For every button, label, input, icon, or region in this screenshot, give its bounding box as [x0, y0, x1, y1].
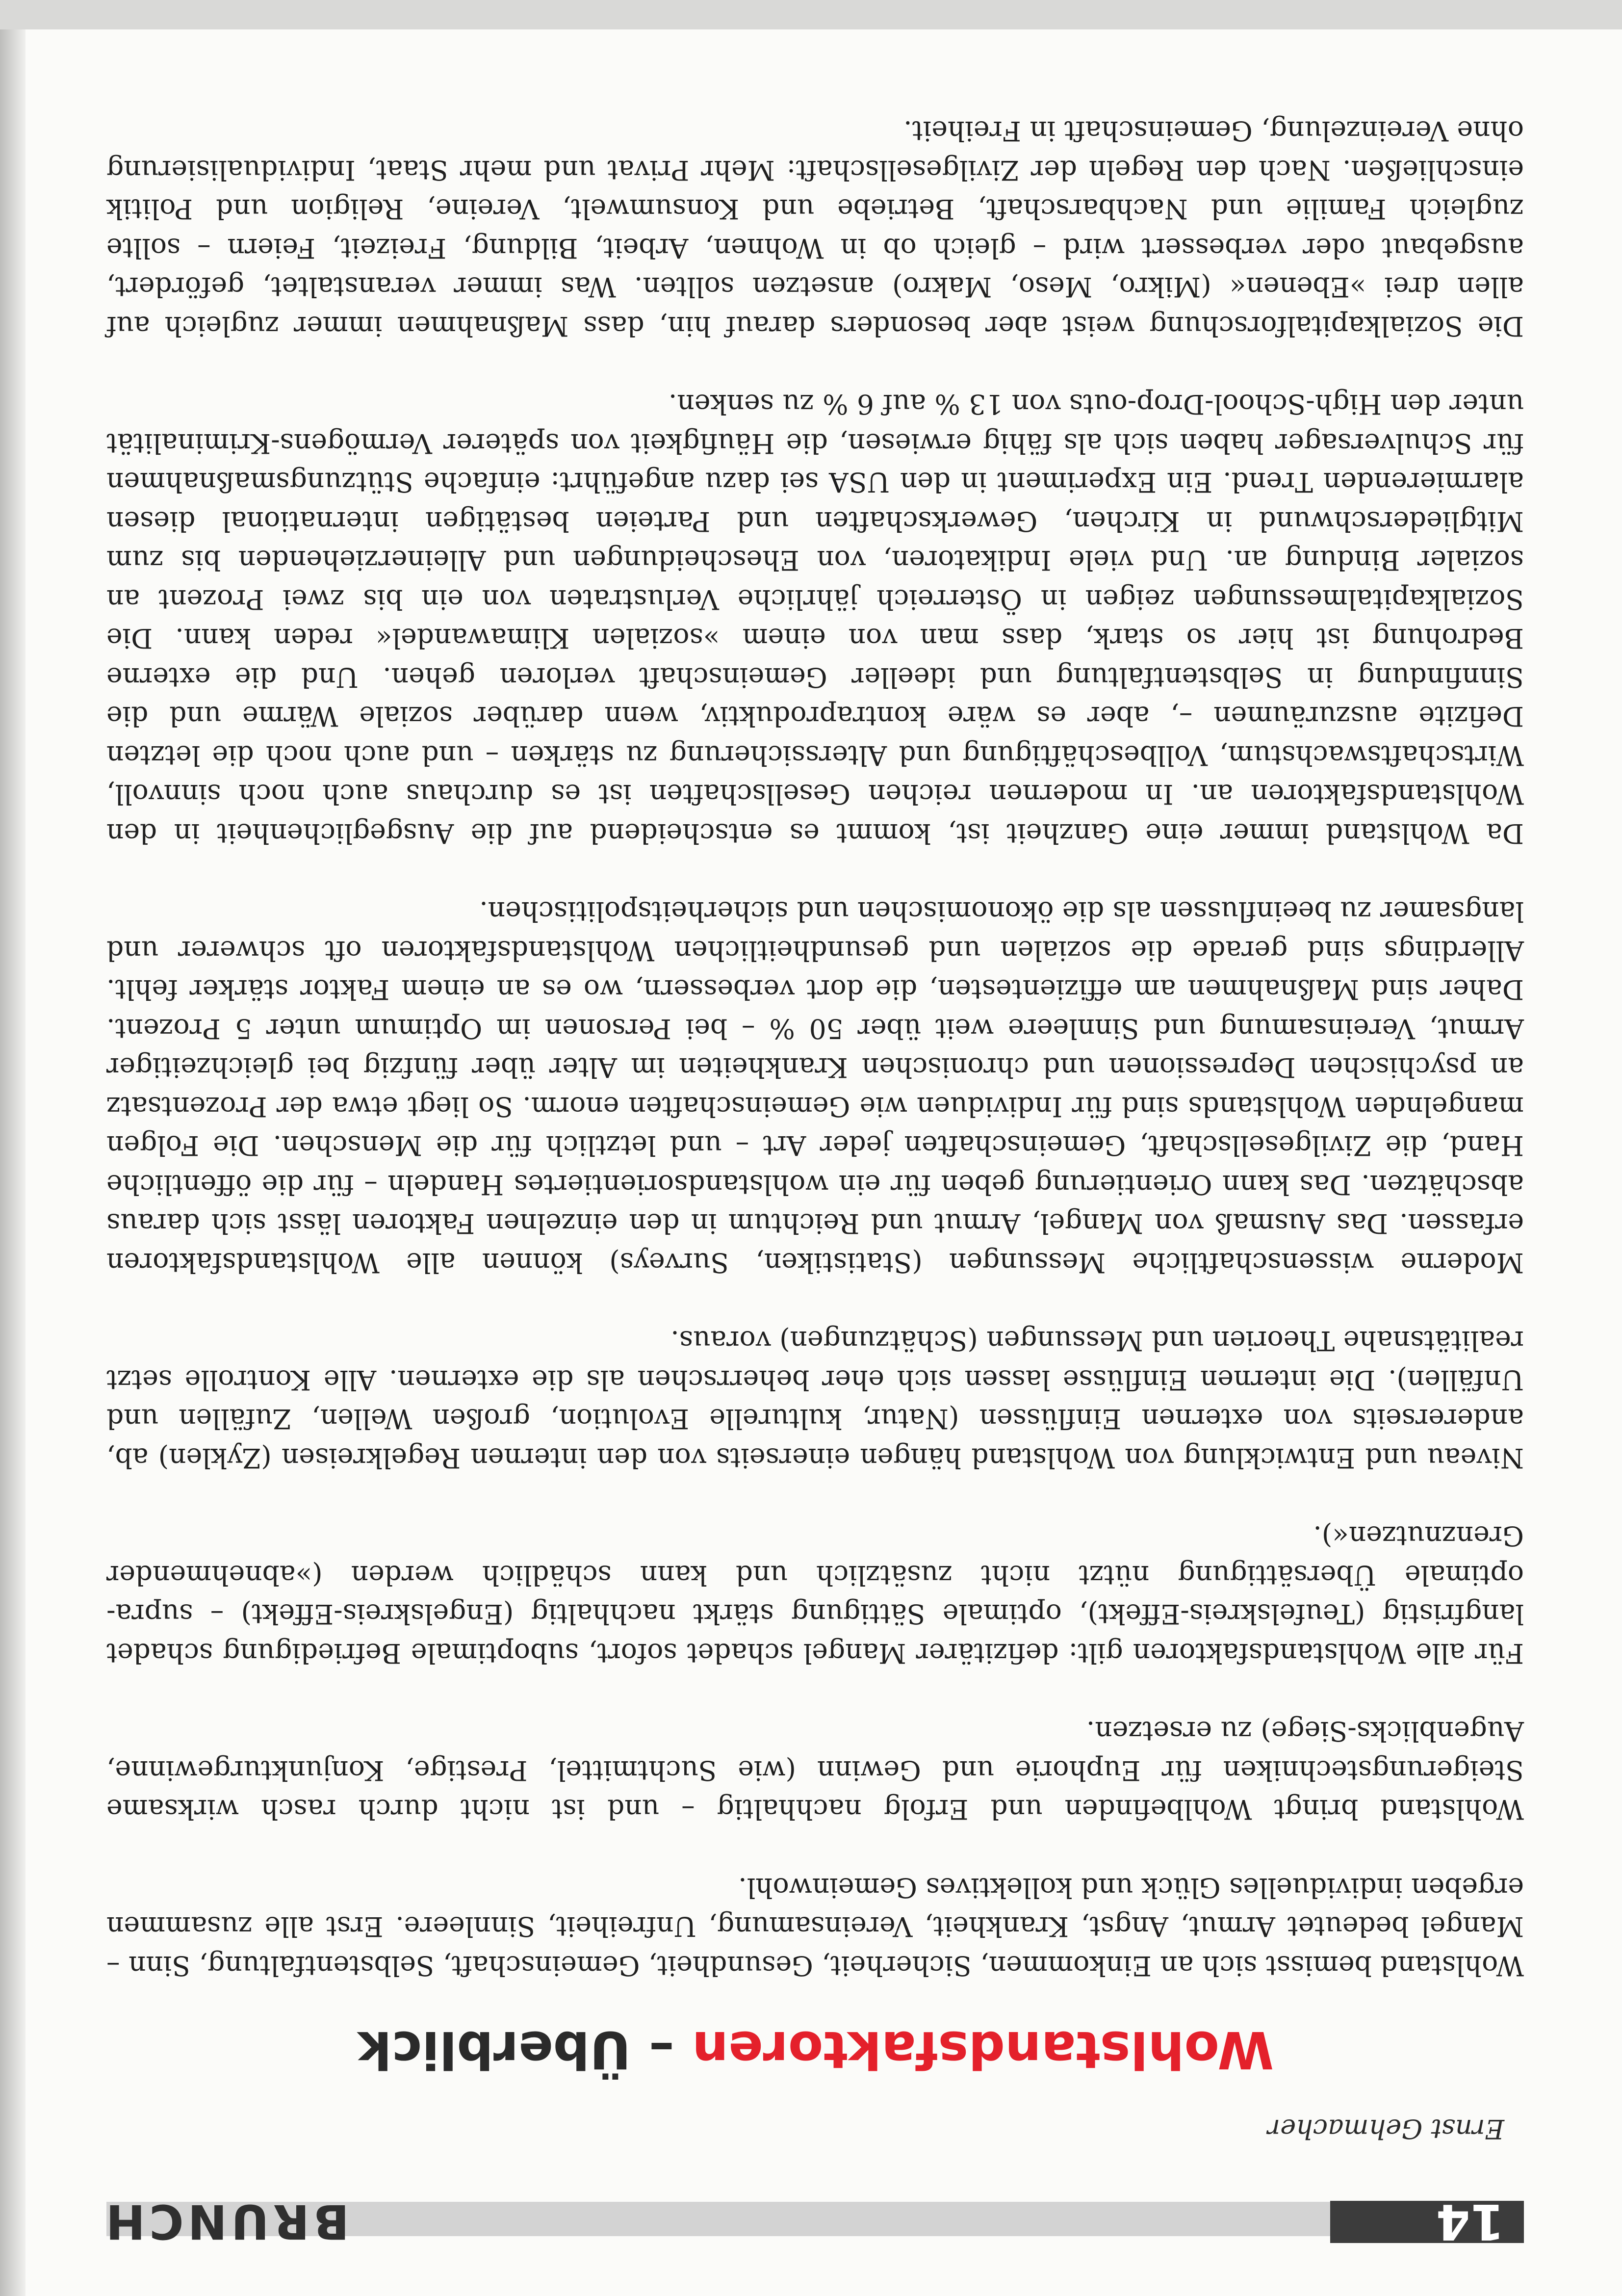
article — [102, 111, 1524, 2250]
title-dash: – — [631, 2020, 693, 2080]
paragraph: Für alle Wohlstandsfaktoren gilt: defizitärer Mangel schadet sofort, suboptimale Befriedigung schadet langfristig (Teufelskreis-Effekt), optimale Sättigung stärkt nachhaltig (Engelskreis-Effekt) – supra-optimale Übersättigung nützt nicht zusätzlich und kann schädlich werden (»abnehmender Grenznutzen«). — [106, 1520, 1524, 1669]
title-main: Wohlstandsfaktoren — [692, 2020, 1274, 2080]
author-name: Ernst Gehmacher — [1267, 2113, 1504, 2144]
page-edge — [0, 0, 26, 2296]
title-sub: Überblick — [358, 2020, 631, 2080]
page-bottom-margin — [0, 0, 1622, 29]
article-title — [106, 2020, 1274, 2079]
paragraph: Moderne wissenschaftliche Messungen (Statistiken, Surveys) können alle Wohlstandsfaktoren erfassen. Das Ausmaß von Mangel, Armut und Reichtum in den einzelnen Faktoren lässt sich daraus abschätzen. Das kann Orientierung geben für ein wohlstandsorientiertes Handeln – für die öffentliche Hand, die Zivilgesellschaft, Gemeinschaften jeder Art – und letztlich für die Menschen. Die Folgen mangelnden Wohlstands sind für Individuen wie Gemeinschaften enorm. So liegt etwa der Prozentsatz an psychischen Depressionen und chronischen Krankheiten im Alter über fünfzig bei gleichzeitiger Armut, Vereinsamung und Sinnleere weit über 50 % – bei Personen im Optimum unter 5 Prozent. Daher sind Maßnahmen am effizientesten, die dort verbessern, wo es an einem Faktor stärker fehlt. Allerdings sind gerade die sozialen und gesundheitlichen Wohlstandsfaktoren oft schwerer und langsamer zu beeinflussen als die ökonomischen und sicherheitspolitischen. — [106, 896, 1524, 1278]
magazine-name: BRUNCH — [102, 2194, 349, 2249]
paragraph: Niveau und Entwicklung von Wohlstand hängen einerseits von den internen Regelkreisen (Zyklen) ab, andererseits von externen Einflüssen (Natur, kulturelle Evolution, großen Wellen, Zufällen und Unfällen). Die internen Einflüsse lassen sich eher beherrschen als die externen. Alle Kontrolle setzt realitätsnahe Theorien und Messungen (Schätzungen) voraus. — [106, 1325, 1524, 1474]
paragraph: Da Wohlstand immer eine Ganzheit ist, kommt es entscheidend auf die Ausgeglichenheit in den Wohlstandsfaktoren an. In modernen reichen Gesellschaften ist es durchaus auch noch sinnvoll, Wirtschaftswachstum, Vollbeschäftigung und Alterssicherung zu stärken – und auch noch die letzten Defizite auszuräumen –, aber es wäre kontraproduktiv, wenn darüber soziale Wärme und die Sinnfindung in Selbstentfaltung und ideeller Gemeinschaft verloren gehen. Und die externe Bedrohung ist hier so stark, dass man von einem »sozialen Klimawandel« reden kann. Die Sozialkapitalmessungen zeigen in Österreich jährliche Verlustraten von ein bis zwei Prozent an sozialer Bindung an. Und viele Indikatoren, von Ehescheidungen und Alleinerziehenden bis zum Mitgliederschwund in Kirchen, Gewerkschaften und Parteien bestätigen international diesen alarmierenden Trend. Ein Experiment in den USA sei dazu angeführt: einfache Stützungsmaßnahmen für Schulversager haben sich als fähig erwiesen, die Häufigkeit von späterer Vermögens-Kriminalität unter den High-School-Drop-outs von 13 % auf 6 % zu senken. — [106, 389, 1524, 849]
page-header — [102, 2193, 1524, 2250]
paragraph: Die Sozialkapitalforschung weist aber besonders darauf hin, dass Maßnahmen immer zugleich auf allen drei »Ebenen« (Mikro, Meso, Makro) ansetzen sollten. Was immer veranstaltet, gefördert, ausgebaut oder verbessert wird – gleich ob in Wohnen, Arbeit, Bildung, Freizeit, Feiern – sollte zugleich Familie und Nachbarschaft, Betriebe und Konsumwelt, Vereine, Religion und Politik einschließen. Nach den Regeln der Zivilgesellschaft: Mehr Privat und mehr Staat, Individualisierung ohne Vereinzelung, Gemeinschaft in Freiheit. — [106, 115, 1524, 342]
paragraph: Wohlstand bemisst sich an Einkommen, Sicherheit, Gesundheit, Gemeinschaft, Selbstentfaltung, Sinn – Mangel bedeutet Armut, Angst, Krankheit, Vereinsamung, Unfreiheit, Sinnleere. Erst alle zusammen ergeben individuelles Glück und kollektives Gemeinwohl. — [106, 1872, 1524, 1982]
page-number: 14 — [1436, 2193, 1504, 2250]
paragraph: Wohlstand bringt Wohlbefinden und Erfolg nachhaltig – und ist nicht durch rasch wirksame Steigerungstechniken für Euphorie und Gewinn (wie Suchtmittel, Prestige, Konjunkturgewinne, Augenblicks-Siege) zu ersetzen. — [106, 1716, 1524, 1826]
page-number-box — [1330, 2193, 1524, 2250]
